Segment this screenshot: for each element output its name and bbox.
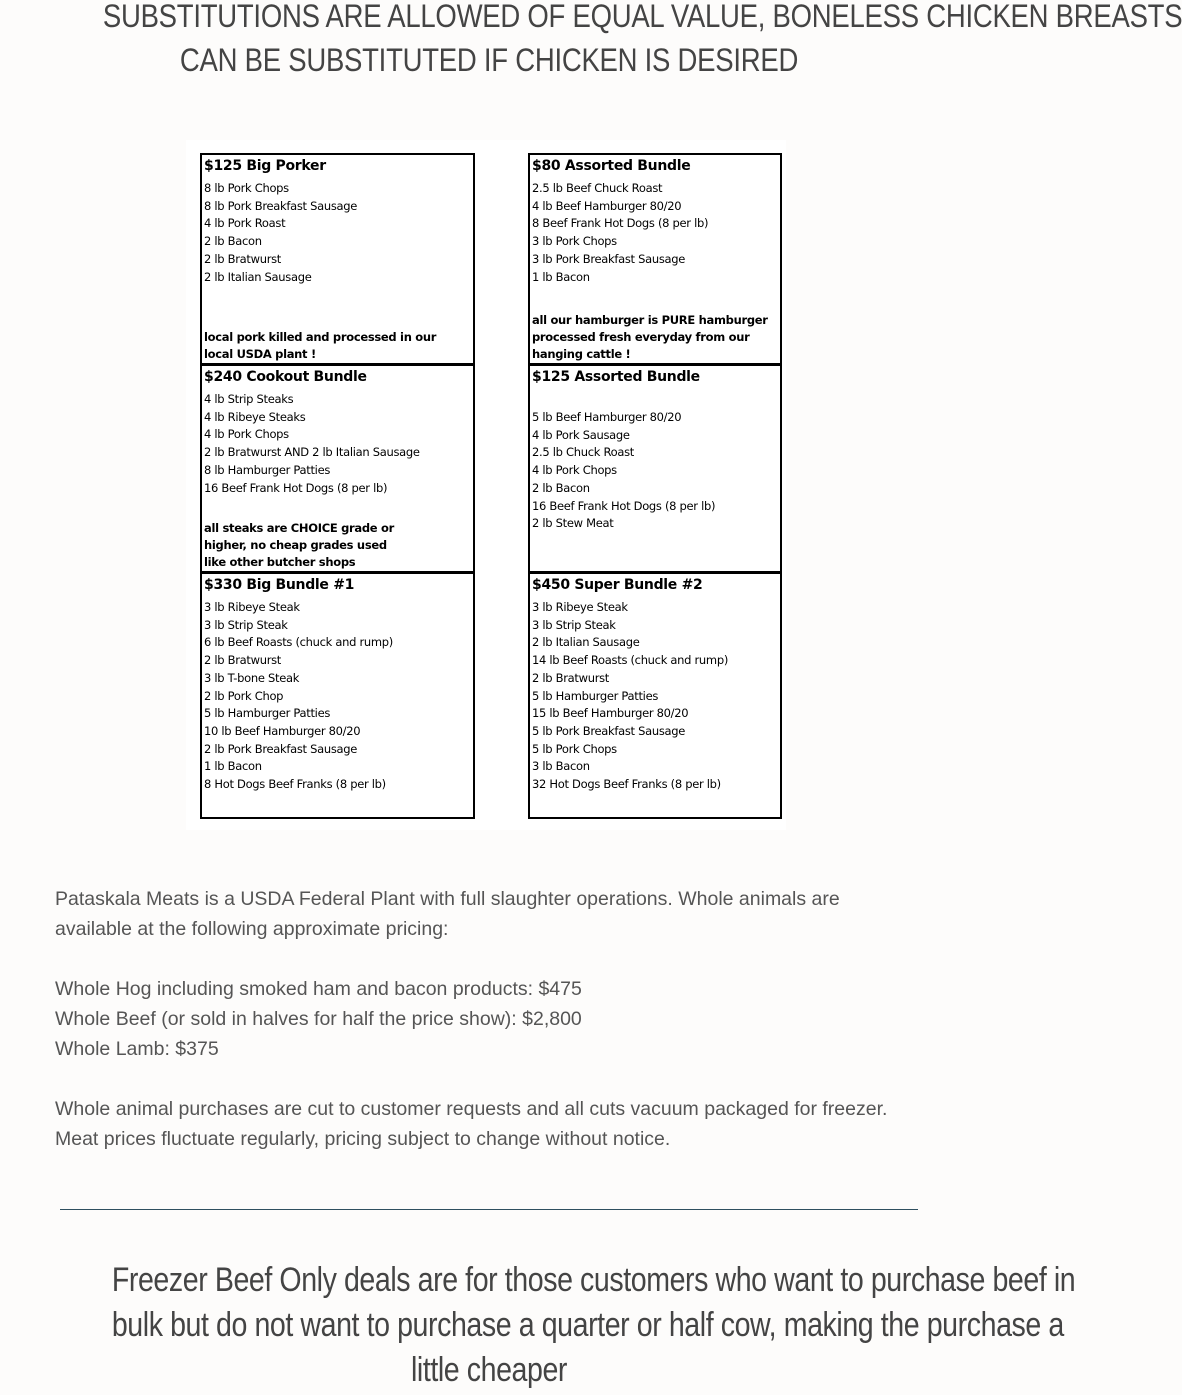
bundle-item: 3 lb Pork Chops <box>532 234 617 249</box>
bundle-item: 10 lb Beef Hamburger 80/20 <box>204 723 361 738</box>
bundle-item: 32 Hot Dogs Beef Franks (8 per lb) <box>532 777 721 792</box>
price-whole-beef: Whole Beef (or sold in halves for half the price show): $2,800 <box>55 1008 582 1030</box>
bundle-item: 8 lb Pork Breakfast Sausage <box>204 198 358 213</box>
bundle-item: 3 lb Strip Steak <box>204 617 288 632</box>
bundle-title: $450 Super Bundle #2 <box>532 577 703 593</box>
whole-animal-pricing <box>55 974 935 1064</box>
bundle-box <box>530 571 780 817</box>
notes-line: Whole animal purchases are cut to customer requests and all cuts vacuum packaged for freezer. <box>55 1098 888 1120</box>
bundle-item: 2 lb Italian Sausage <box>204 269 312 284</box>
bundle-item: 2 lb Bratwurst <box>204 251 282 266</box>
bundle-note: local pork killed and processed in our local USDA plant ! <box>204 330 437 361</box>
bundle-item: 4 lb Strip Steaks <box>204 392 294 406</box>
bundle-title: $330 Big Bundle #1 <box>204 577 355 593</box>
bundles-left-column <box>200 153 475 819</box>
bundle-note: all our hamburger is PURE hamburger processed fresh everyday from our hanging cattle ! <box>532 313 768 361</box>
bundle-item: 3 lb Ribeye Steak <box>204 600 300 614</box>
bundle-item: 6 lb Beef Roasts (chuck and rump) <box>204 635 393 650</box>
bundle-item: 8 lb Pork Chops <box>204 181 289 195</box>
heading-line: bulk but do not want to purchase a quarter or half cow, making the purchase a <box>111 1306 1064 1344</box>
bundle-item: 1 lb Bacon <box>204 759 262 774</box>
intro-paragraph <box>55 884 935 944</box>
bundle-item: 5 lb Hamburger Patties <box>204 706 331 721</box>
bundle-item: 2 lb Bacon <box>532 480 590 495</box>
bundle-title: $125 Assorted Bundle <box>532 369 700 385</box>
bundle-item: 4 lb Beef Hamburger 80/20 <box>532 198 682 213</box>
bundle-item: 3 lb Bacon <box>532 759 590 774</box>
bundle-item: 8 lb Hamburger Patties <box>204 462 331 477</box>
heading-line: SUBSTITUTIONS ARE ALLOWED OF EQUAL VALUE, BONELESS CHICKEN BREASTS <box>102 0 1182 34</box>
bundle-box <box>202 155 473 363</box>
substitutions-heading <box>102 0 1182 82</box>
bundle-items <box>204 180 473 286</box>
bundle-box <box>202 363 473 571</box>
bundle-item: 2.5 lb Beef Chuck Roast <box>532 181 663 195</box>
bundle-item: 3 lb Strip Steak <box>532 617 616 632</box>
notes-line: Meat prices fluctuate regularly, pricing subject to change without notice. <box>55 1128 671 1150</box>
bundle-item: 4 lb Ribeye Steaks <box>204 409 306 424</box>
bundle-item: 2 lb Bratwurst AND 2 lb Italian Sausage <box>204 445 420 460</box>
bundle-item: 1 lb Bacon <box>532 269 590 284</box>
intro-line: Pataskala Meats is a USDA Federal Plant with full slaughter operations. Whole animals are <box>55 888 840 910</box>
bundle-item: 2 lb Bratwurst <box>532 670 610 685</box>
heading-line: CAN BE SUBSTITUTED IF CHICKEN IS DESIRED <box>179 42 799 78</box>
heading-line: Freezer Beef Only deals are for those customers who want to purchase beef in <box>111 1261 1076 1299</box>
bundle-item: 3 lb Ribeye Steak <box>532 600 628 614</box>
bundle-items <box>204 599 473 794</box>
bundle-item: 2 lb Stew Meat <box>532 516 614 531</box>
bundle-box <box>530 363 780 571</box>
purchase-notes <box>55 1094 935 1154</box>
heading-line: little cheaper <box>410 1351 568 1389</box>
bundle-item: 14 lb Beef Roasts (chuck and rump) <box>532 653 729 668</box>
bundle-item: 5 lb Pork Breakfast Sausage <box>532 723 686 738</box>
bundle-items <box>532 180 780 286</box>
bundle-items <box>204 391 473 497</box>
bundle-item: 4 lb Pork Chops <box>532 463 617 478</box>
bundle-item: 2 lb Bratwurst <box>204 653 282 668</box>
bundle-item: 3 lb Pork Breakfast Sausage <box>532 251 686 266</box>
bundle-item: 4 lb Pork Chops <box>204 427 289 442</box>
bundle-item: 2 lb Pork Chop <box>204 688 284 703</box>
freezer-beef-heading <box>111 1258 1076 1393</box>
bundle-item: 8 Hot Dogs Beef Franks (8 per lb) <box>204 777 386 792</box>
section-divider <box>60 1209 918 1210</box>
bundle-item: 5 lb Hamburger Patties <box>532 688 659 703</box>
bundle-item: 2 lb Bacon <box>204 234 262 249</box>
bundle-title: $240 Cookout Bundle <box>204 369 367 385</box>
bundle-note: all steaks are CHOICE grade or higher, no cheap grades used like other butcher shops <box>204 521 394 569</box>
bundle-item: 4 lb Pork Roast <box>204 216 286 231</box>
bundle-items <box>532 409 780 533</box>
price-whole-lamb: Whole Lamb: $375 <box>55 1038 219 1060</box>
bundle-box <box>530 155 780 363</box>
bundle-box <box>202 571 473 817</box>
bundle-item: 5 lb Beef Hamburger 80/20 <box>532 410 682 424</box>
bundles-price-sheet <box>186 140 786 830</box>
bundle-item: 2.5 lb Chuck Roast <box>532 445 634 460</box>
bundle-item: 3 lb T-bone Steak <box>204 670 300 685</box>
bundle-item: 8 Beef Frank Hot Dogs (8 per lb) <box>532 216 709 231</box>
intro-line: available at the following approximate pricing: <box>55 918 449 940</box>
bundle-title: $80 Assorted Bundle <box>532 158 691 174</box>
bundle-title: $125 Big Porker <box>204 158 326 174</box>
bundle-item: 2 lb Italian Sausage <box>532 635 640 650</box>
bundle-item: 16 Beef Frank Hot Dogs (8 per lb) <box>204 480 388 495</box>
bundles-right-column <box>528 153 782 819</box>
bundle-item: 16 Beef Frank Hot Dogs (8 per lb) <box>532 498 716 513</box>
price-whole-hog: Whole Hog including smoked ham and bacon products: $475 <box>55 978 582 1000</box>
bundle-items <box>532 599 780 794</box>
bundle-item: 15 lb Beef Hamburger 80/20 <box>532 706 689 721</box>
bundle-item: 5 lb Pork Chops <box>532 741 617 756</box>
bundle-spacer <box>532 391 780 409</box>
bundle-item: 2 lb Pork Breakfast Sausage <box>204 741 358 756</box>
bundle-item: 4 lb Pork Sausage <box>532 427 630 442</box>
